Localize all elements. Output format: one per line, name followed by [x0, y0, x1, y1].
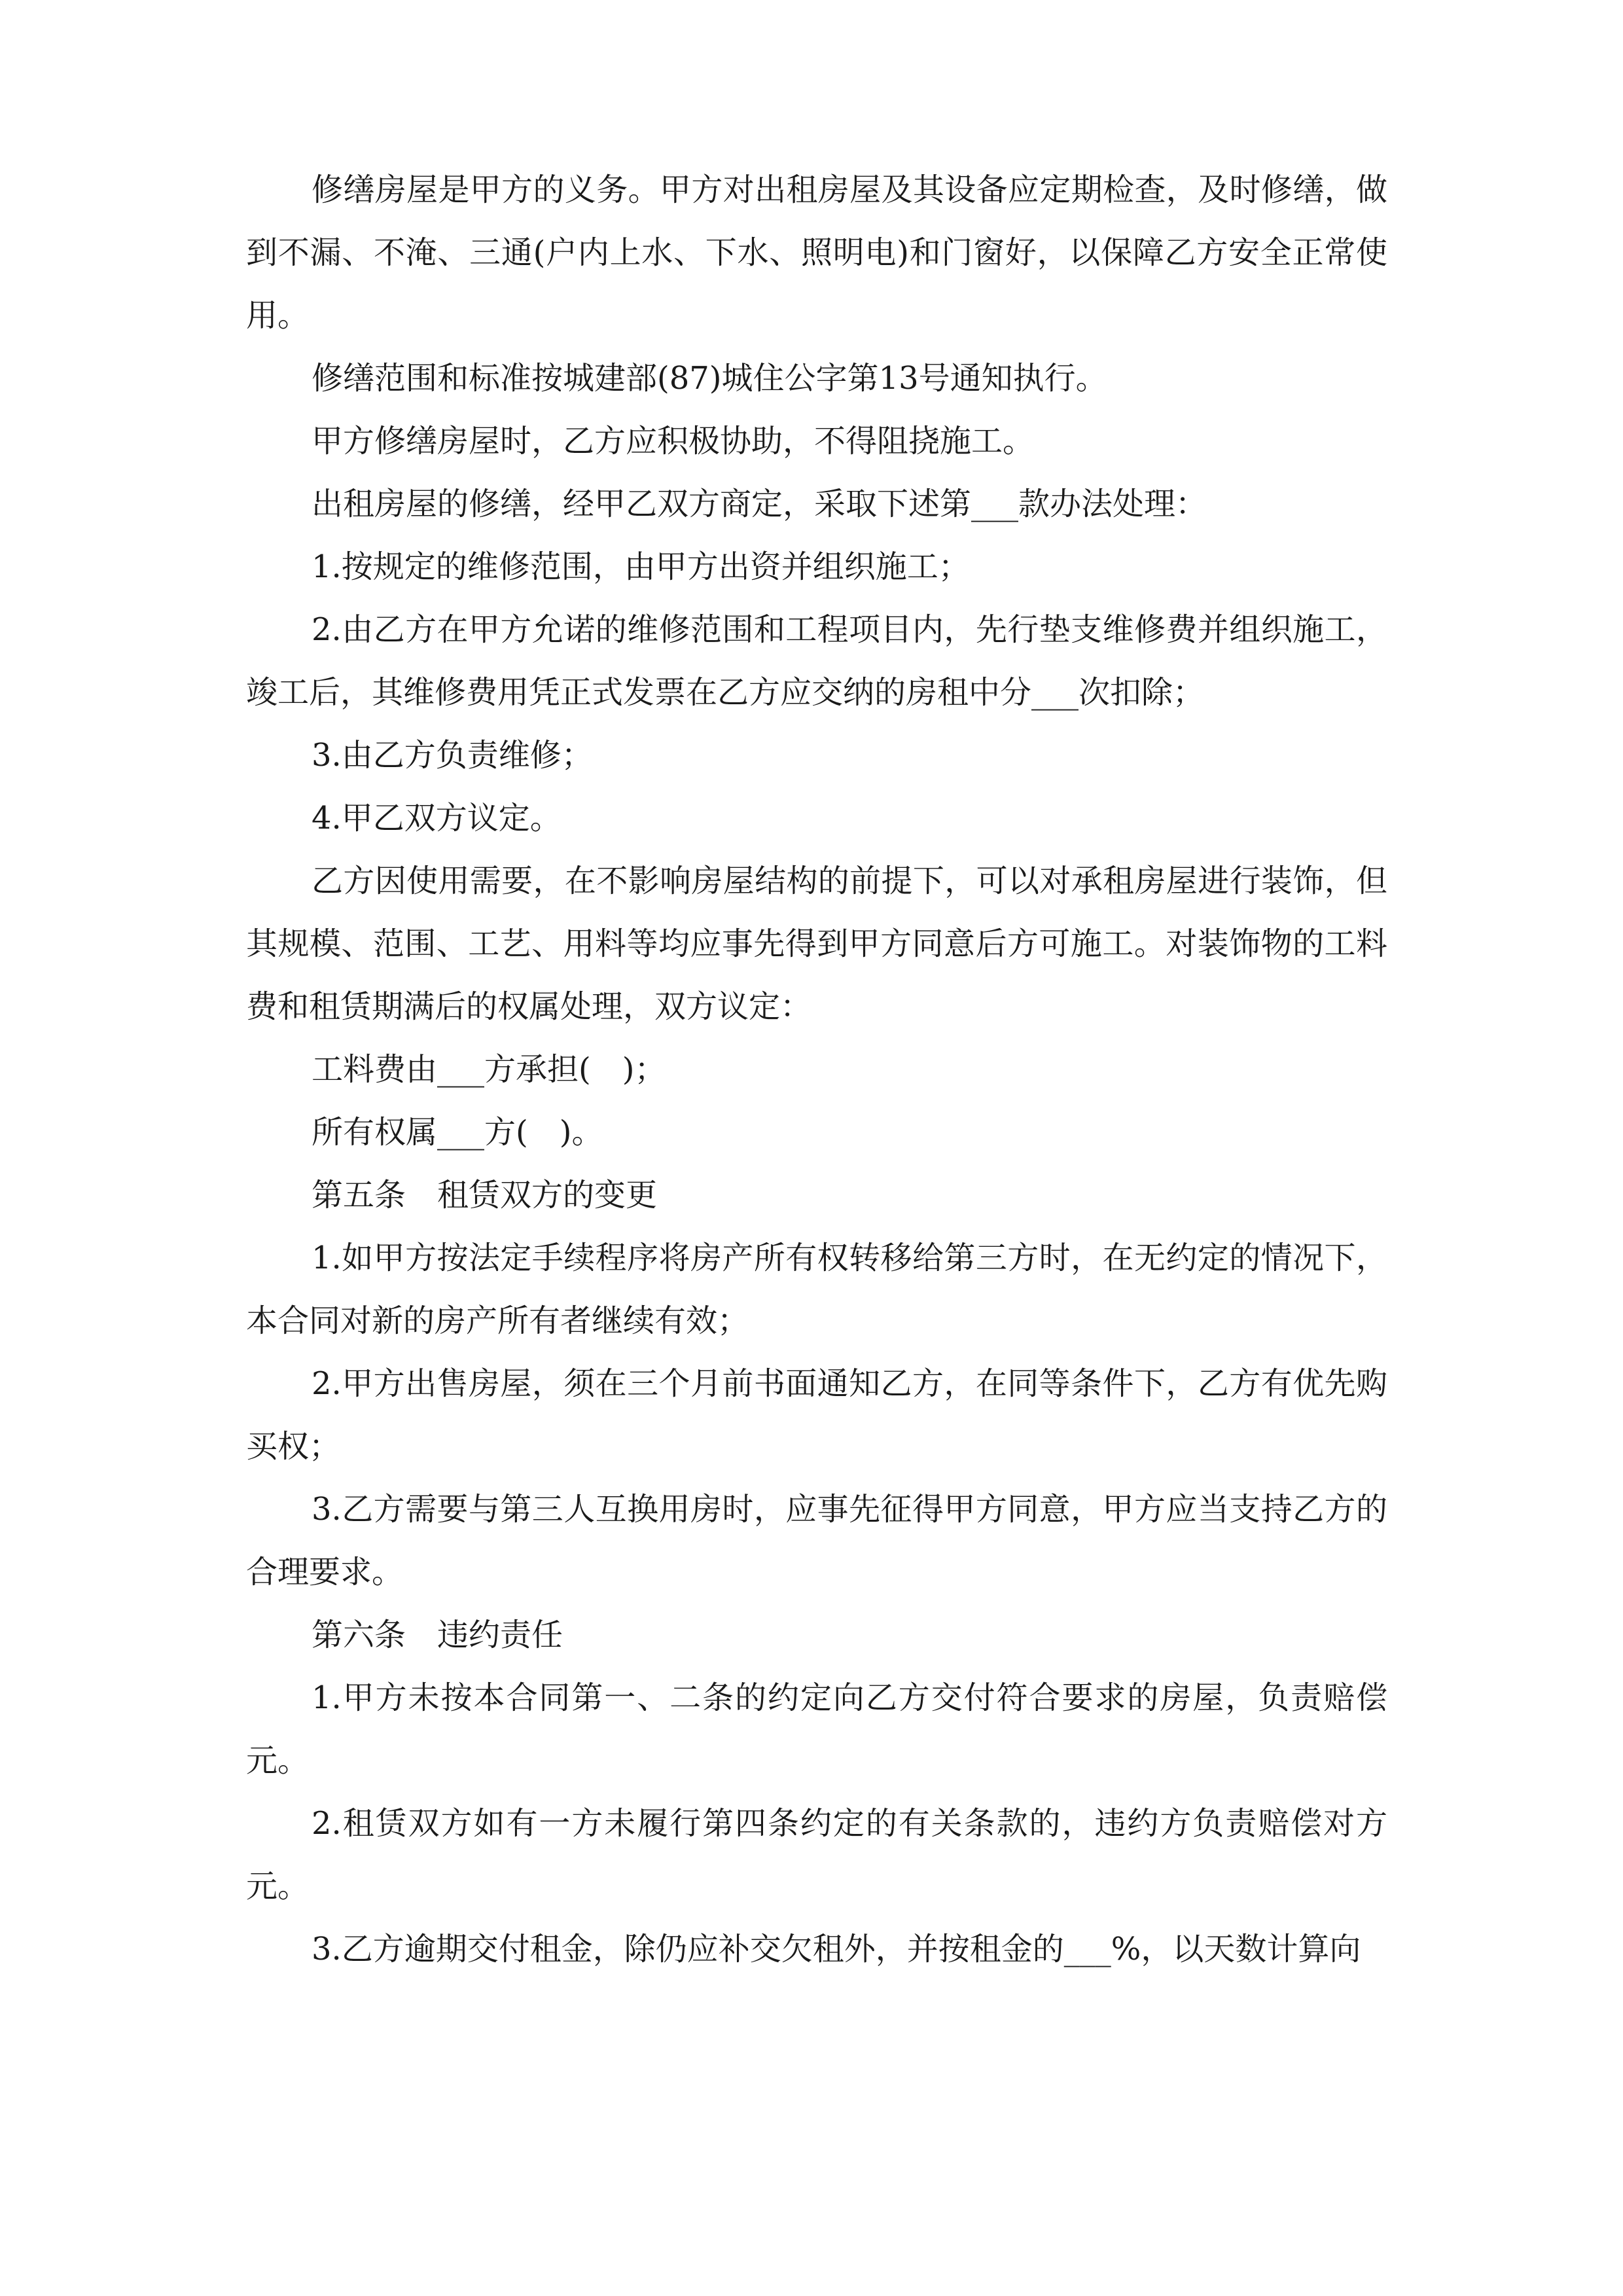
paragraph-ownership: 所有权属___方( )。 — [312, 1114, 603, 1151]
section-heading-article-6: 第六条 违约责任 — [312, 1617, 563, 1653]
paragraph-repair-method: 出租房屋的修缮，经甲乙双方商定，采取下述第___款办法处理： — [312, 486, 1207, 522]
paragraph-repair-cooperation: 甲方修缮房屋时，乙方应积极协助，不得阻挠施工。 — [312, 423, 1035, 459]
list-item: 3.乙方需要与第三人互换用房时，应事先征得甲方同意，甲方应当支持乙方的合理要求。 — [246, 1491, 1387, 1590]
paragraph-material-cost: 工料费由___方承担( )； — [312, 1051, 666, 1088]
list-item: 2.由乙方在甲方允诺的维修范围和工程项目内，先行垫支维修费并组织施工，竣工后，其维修费用凭正式发票在乙方应交纳的房租中分___次扣除； — [246, 611, 1387, 711]
list-item: 3.由乙方负责维修； — [312, 737, 593, 774]
list-item: 1.按规定的维修范围，由甲方出资并组织施工； — [312, 548, 970, 585]
document-body — [246, 158, 1387, 1981]
section-heading-article-5: 第五条 租赁双方的变更 — [312, 1177, 658, 1213]
list-item: 4.甲乙双方议定。 — [312, 800, 562, 836]
list-item: 1.甲方未按本合同第一、二条的约定向乙方交付符合要求的房屋，负责赔偿元。 — [246, 1679, 1387, 1779]
list-item: 2.甲方出售房屋，须在三个月前书面通知乙方，在同等条件下，乙方有优先购买权； — [246, 1365, 1387, 1465]
list-item: 2.租赁双方如有一方未履行第四条约定的有关条款的，违约方负责赔偿对方元。 — [246, 1805, 1387, 1905]
list-item: 1.如甲方按法定手续程序将房产所有权转移给第三方时，在无约定的情况下，本合同对新的房产所有者继续有效； — [246, 1240, 1387, 1339]
paragraph-repair-scope: 修缮范围和标准按城建部(87)城住公字第13号通知执行。 — [312, 360, 1107, 397]
list-item: 3.乙方逾期交付租金，除仍应补交欠租外，并按租金的___%，以天数计算向 — [312, 1931, 1361, 1967]
paragraph-repair-duty: 修缮房屋是甲方的义务。甲方对出租房屋及其设备应定期检查，及时修缮，做到不漏、不淹、三通(户内上水、下水、照明电)和门窗好，以保障乙方安全正常使用。 — [246, 171, 1387, 334]
paragraph-decoration: 乙方因使用需要，在不影响房屋结构的前提下，可以对承租房屋进行装饰，但其规模、范围、工艺、用料等均应事先得到甲方同意后方可施工。对装饰物的工料费和租赁期满后的权属处理，双方议定： — [246, 863, 1387, 1025]
